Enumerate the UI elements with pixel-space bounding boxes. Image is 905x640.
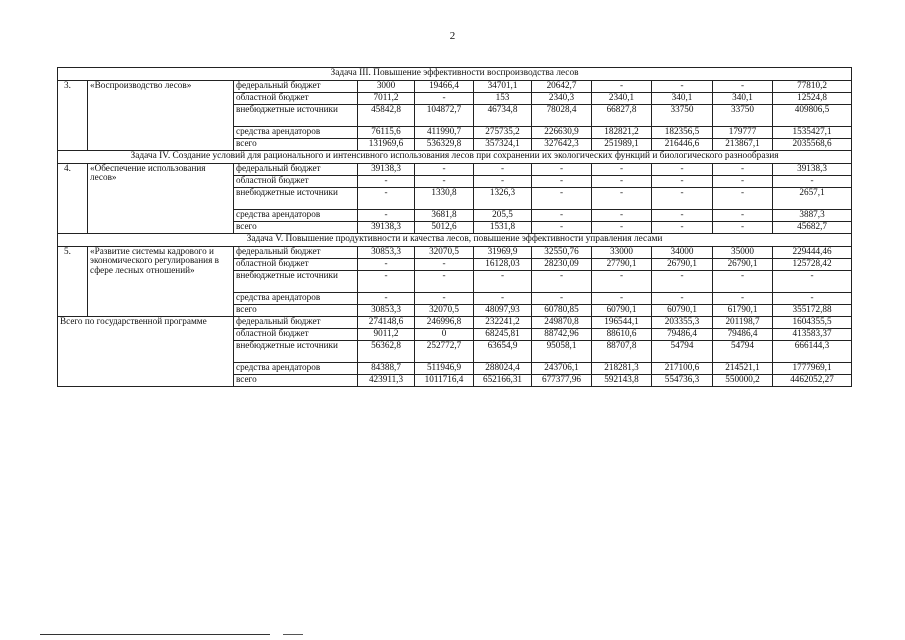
value-cell: - — [713, 209, 773, 221]
funding-source: областной бюджет — [234, 92, 358, 104]
value-cell: 60790,1 — [592, 304, 652, 316]
value-cell: 0 — [415, 328, 474, 340]
footer-rule-short — [283, 634, 303, 635]
value-cell: - — [652, 80, 713, 92]
task-title: Задача III. Повышение эффективности воспроизводства лесов — [58, 68, 852, 81]
value-cell: 79486,4 — [652, 328, 713, 340]
value-cell: - — [532, 270, 592, 292]
value-cell: 4462052,27 — [773, 374, 852, 386]
total-label: Всего по государственной программе — [58, 316, 234, 386]
total-row — [58, 316, 852, 328]
value-cell: 677377,96 — [532, 374, 592, 386]
value-cell: - — [713, 187, 773, 209]
value-cell: 1604355,5 — [773, 316, 852, 328]
value-cell: 340,1 — [713, 92, 773, 104]
funding-source: всего — [234, 221, 358, 233]
value-cell: 550000,2 — [713, 374, 773, 386]
value-cell: 32070,5 — [415, 246, 474, 258]
value-cell: 411990,7 — [415, 126, 474, 138]
value-cell: 1326,3 — [474, 187, 532, 209]
task-header-row — [58, 68, 852, 81]
value-cell: 32070,5 — [415, 304, 474, 316]
value-cell: - — [415, 92, 474, 104]
value-cell: 76115,6 — [358, 126, 415, 138]
value-cell: 19466,4 — [415, 80, 474, 92]
value-cell: 54794 — [713, 340, 773, 362]
value-cell: 33750 — [652, 104, 713, 126]
funding-source: областной бюджет — [234, 175, 358, 187]
value-cell: - — [415, 258, 474, 270]
value-cell: - — [592, 187, 652, 209]
value-cell: 78028,4 — [532, 104, 592, 126]
value-cell: 357324,1 — [474, 138, 532, 150]
value-cell: 30853,3 — [358, 304, 415, 316]
value-cell: 88707,8 — [592, 340, 652, 362]
value-cell: - — [358, 292, 415, 304]
value-cell: 2035568,6 — [773, 138, 852, 150]
activity-name: «Обеспечение использования лесов» — [88, 163, 234, 233]
funding-source: всего — [234, 374, 358, 386]
value-cell: 327642,3 — [532, 138, 592, 150]
value-cell: - — [474, 292, 532, 304]
value-cell: - — [532, 187, 592, 209]
value-cell: - — [474, 175, 532, 187]
value-cell: - — [592, 270, 652, 292]
value-cell: - — [474, 163, 532, 175]
funding-source: федеральный бюджет — [234, 316, 358, 328]
value-cell: 179777 — [713, 126, 773, 138]
value-cell: 34000 — [652, 246, 713, 258]
value-cell: 95058,1 — [532, 340, 592, 362]
table-row — [58, 80, 852, 92]
value-cell: 288024,4 — [474, 362, 532, 374]
value-cell: 79486,4 — [713, 328, 773, 340]
value-cell: 84388,7 — [358, 362, 415, 374]
funding-source: средства арендаторов — [234, 292, 358, 304]
value-cell: - — [652, 270, 713, 292]
activity-index: 3. — [58, 80, 88, 150]
value-cell: 203355,3 — [652, 316, 713, 328]
value-cell: - — [358, 258, 415, 270]
value-cell: 39138,3 — [358, 163, 415, 175]
funding-source: всего — [234, 138, 358, 150]
value-cell: 30853,3 — [358, 246, 415, 258]
value-cell: 1330,8 — [415, 187, 474, 209]
value-cell: 666144,3 — [773, 340, 852, 362]
value-cell: 252772,7 — [415, 340, 474, 362]
value-cell: 226630,9 — [532, 126, 592, 138]
value-cell: 56362,8 — [358, 340, 415, 362]
value-cell: 229444,46 — [773, 246, 852, 258]
value-cell: 216446,6 — [652, 138, 713, 150]
value-cell: 652166,31 — [474, 374, 532, 386]
funding-source: федеральный бюджет — [234, 163, 358, 175]
value-cell: - — [532, 163, 592, 175]
task-header-row — [58, 150, 852, 163]
activity-name: «Развитие системы кадрового и экономического регулирования в сфере лесных отношений» — [88, 246, 234, 316]
funding-source: внебюджетные источники — [234, 104, 358, 126]
funding-source: внебюджетные источники — [234, 187, 358, 209]
value-cell: 232241,2 — [474, 316, 532, 328]
value-cell: 88610,6 — [592, 328, 652, 340]
task-title: Задача IV. Создание условий для рационального и интенсивного использования лесов при сохранении их экологических функций и биологического разнообразия — [58, 150, 852, 163]
value-cell: 246996,8 — [415, 316, 474, 328]
value-cell: 31969,9 — [474, 246, 532, 258]
value-cell: 243706,1 — [532, 362, 592, 374]
funding-source: средства арендаторов — [234, 126, 358, 138]
value-cell: - — [713, 175, 773, 187]
value-cell: 66827,8 — [592, 104, 652, 126]
activity-name: «Воспроизводство лесов» — [88, 80, 234, 150]
value-cell: - — [592, 175, 652, 187]
value-cell: - — [358, 187, 415, 209]
value-cell: - — [652, 209, 713, 221]
value-cell: 1777969,1 — [773, 362, 852, 374]
value-cell: - — [652, 221, 713, 233]
value-cell: 423911,3 — [358, 374, 415, 386]
value-cell: - — [415, 270, 474, 292]
value-cell: - — [713, 221, 773, 233]
funding-source: федеральный бюджет — [234, 246, 358, 258]
value-cell: - — [474, 270, 532, 292]
value-cell: 46734,8 — [474, 104, 532, 126]
value-cell: 54794 — [652, 340, 713, 362]
value-cell: 27790,1 — [592, 258, 652, 270]
value-cell: 9011,2 — [358, 328, 415, 340]
value-cell: 2657,1 — [773, 187, 852, 209]
value-cell: 2340,3 — [532, 92, 592, 104]
value-cell: - — [532, 221, 592, 233]
value-cell: 218281,3 — [592, 362, 652, 374]
value-cell: - — [592, 292, 652, 304]
value-cell: 28230,09 — [532, 258, 592, 270]
value-cell: - — [713, 292, 773, 304]
value-cell: 39138,3 — [358, 221, 415, 233]
value-cell: 511946,9 — [415, 362, 474, 374]
value-cell: 45682,7 — [773, 221, 852, 233]
value-cell: 1531,8 — [474, 221, 532, 233]
value-cell: 340,1 — [652, 92, 713, 104]
value-cell: 182356,5 — [652, 126, 713, 138]
value-cell: 251989,1 — [592, 138, 652, 150]
value-cell: - — [773, 292, 852, 304]
value-cell: 5012,6 — [415, 221, 474, 233]
value-cell: - — [652, 175, 713, 187]
value-cell: 275735,2 — [474, 126, 532, 138]
value-cell: 1535427,1 — [773, 126, 852, 138]
task-header-row — [58, 233, 852, 246]
value-cell: 34701,1 — [474, 80, 532, 92]
value-cell: 60780,85 — [532, 304, 592, 316]
value-cell: 196544,1 — [592, 316, 652, 328]
value-cell: - — [415, 292, 474, 304]
value-cell: 39138,3 — [773, 163, 852, 175]
value-cell: 88742,96 — [532, 328, 592, 340]
value-cell: 48097,93 — [474, 304, 532, 316]
activity-index: 4. — [58, 163, 88, 233]
value-cell: - — [652, 292, 713, 304]
value-cell: 1011716,4 — [415, 374, 474, 386]
value-cell: 20642,7 — [532, 80, 592, 92]
funding-source: всего — [234, 304, 358, 316]
value-cell: - — [592, 209, 652, 221]
value-cell: 3681,8 — [415, 209, 474, 221]
value-cell: 32550,76 — [532, 246, 592, 258]
value-cell: - — [532, 209, 592, 221]
value-cell: - — [773, 270, 852, 292]
value-cell: 125728,42 — [773, 258, 852, 270]
value-cell: 205,5 — [474, 209, 532, 221]
value-cell: - — [652, 187, 713, 209]
value-cell: - — [592, 80, 652, 92]
activity-index: 5. — [58, 246, 88, 316]
value-cell: 2340,1 — [592, 92, 652, 104]
value-cell: 77810,2 — [773, 80, 852, 92]
value-cell: 182821,2 — [592, 126, 652, 138]
value-cell: - — [652, 163, 713, 175]
funding-source: средства арендаторов — [234, 209, 358, 221]
value-cell: - — [415, 175, 474, 187]
value-cell: 413583,37 — [773, 328, 852, 340]
value-cell: 274148,6 — [358, 316, 415, 328]
value-cell: 409806,5 — [773, 104, 852, 126]
value-cell: 26790,1 — [652, 258, 713, 270]
value-cell: 214521,1 — [713, 362, 773, 374]
value-cell: - — [773, 175, 852, 187]
funding-source: областной бюджет — [234, 258, 358, 270]
value-cell: 7011,2 — [358, 92, 415, 104]
value-cell: - — [358, 270, 415, 292]
table-row — [58, 246, 852, 258]
value-cell: 16128,03 — [474, 258, 532, 270]
value-cell: 355172,88 — [773, 304, 852, 316]
value-cell: 35000 — [713, 246, 773, 258]
value-cell: 104872,7 — [415, 104, 474, 126]
value-cell: 249870,8 — [532, 316, 592, 328]
value-cell: 63654,9 — [474, 340, 532, 362]
value-cell: - — [713, 270, 773, 292]
value-cell: 554736,3 — [652, 374, 713, 386]
funding-source: внебюджетные источники — [234, 270, 358, 292]
value-cell: - — [592, 163, 652, 175]
value-cell: 153 — [474, 92, 532, 104]
funding-source: федеральный бюджет — [234, 80, 358, 92]
value-cell: 201198,7 — [713, 316, 773, 328]
value-cell: - — [713, 163, 773, 175]
value-cell: 3887,3 — [773, 209, 852, 221]
value-cell: 26790,1 — [713, 258, 773, 270]
table-row — [58, 163, 852, 175]
footer-rule — [40, 634, 270, 635]
value-cell: 60790,1 — [652, 304, 713, 316]
value-cell: 45842,8 — [358, 104, 415, 126]
value-cell: 12524,8 — [773, 92, 852, 104]
value-cell: 33750 — [713, 104, 773, 126]
value-cell: 3000 — [358, 80, 415, 92]
value-cell: - — [532, 175, 592, 187]
value-cell: - — [532, 292, 592, 304]
value-cell: - — [713, 80, 773, 92]
value-cell: 213867,1 — [713, 138, 773, 150]
value-cell: 131969,6 — [358, 138, 415, 150]
value-cell: - — [358, 209, 415, 221]
value-cell: 61790,1 — [713, 304, 773, 316]
value-cell: 68245,81 — [474, 328, 532, 340]
page-number: 2 — [449, 30, 456, 42]
funding-source: областной бюджет — [234, 328, 358, 340]
value-cell: - — [415, 163, 474, 175]
value-cell: - — [592, 221, 652, 233]
value-cell: 33000 — [592, 246, 652, 258]
budget-table — [57, 67, 852, 387]
value-cell: 592143,8 — [592, 374, 652, 386]
funding-source: средства арендаторов — [234, 362, 358, 374]
task-title: Задача V. Повышение продуктивности и качества лесов, повышение эффективности управления лесами — [58, 233, 852, 246]
funding-source: внебюджетные источники — [234, 340, 358, 362]
value-cell: 536329,8 — [415, 138, 474, 150]
value-cell: - — [358, 175, 415, 187]
value-cell: 217100,6 — [652, 362, 713, 374]
